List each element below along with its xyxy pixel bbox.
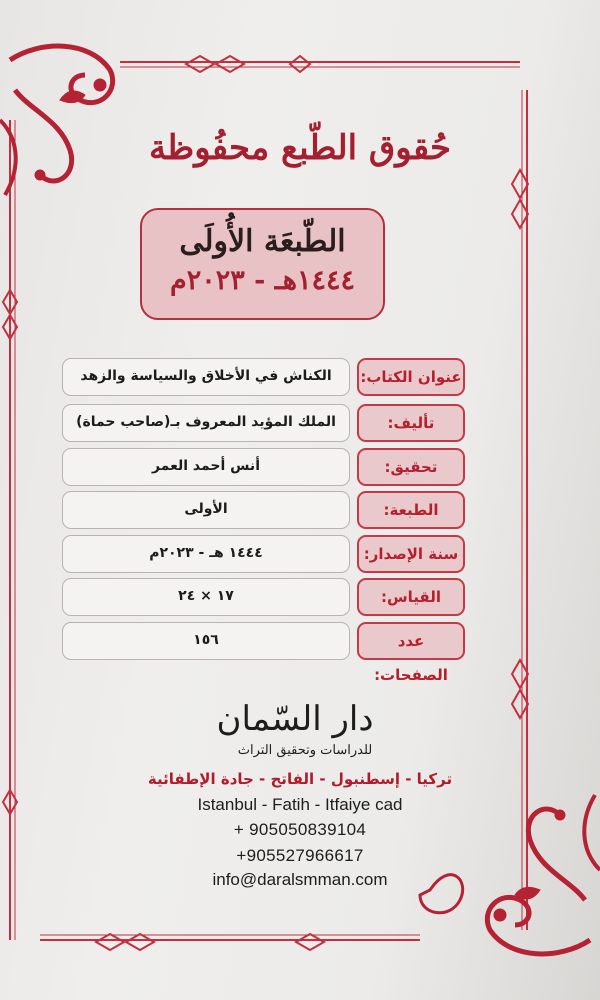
detail-label: تحقيق: [357, 448, 465, 486]
detail-value: الملك المؤيد المعروف بـ(صاحب حماة) [62, 404, 350, 442]
detail-row-editor [62, 448, 465, 486]
detail-value: ١٥٦ [62, 622, 350, 660]
email-address: info@daralsmman.com [212, 870, 388, 889]
detail-value: ١٧ × ٢٤ [62, 578, 350, 616]
detail-label: الطبعة: [357, 491, 465, 529]
detail-value: الكناش في الأخلاق والسياسة والزهد [62, 358, 350, 396]
detail-value: أنس أحمد العمر [62, 448, 350, 486]
detail-value: ١٤٤٤ هـ - ٢٠٢٣م [62, 535, 350, 573]
phone-1: + 905050839104 [233, 820, 367, 839]
detail-row-title [62, 358, 465, 396]
detail-row-pages [62, 622, 465, 684]
publisher-logo [210, 688, 380, 768]
detail-label: تأليف: [357, 404, 465, 442]
detail-label: عنوان الكتاب: [357, 358, 465, 396]
copyright-title: حُقوق الطّبع محفُوظة [148, 128, 452, 168]
detail-row-size [62, 578, 465, 616]
edition-name: الطّبعَة الأُولَى [179, 224, 346, 259]
address-english: Istanbul - Fatih - Itfaiye cad [197, 795, 403, 814]
edition-box [140, 208, 385, 320]
detail-row-year [62, 535, 465, 573]
detail-value: الأولى [62, 491, 350, 529]
logo-tagline: للدراسات وتحقيق التراث [237, 743, 373, 758]
detail-label: عدد الصفحات: [357, 622, 465, 660]
logo-text: دار السّمان [216, 699, 374, 739]
publisher-logo-icon [210, 688, 380, 768]
address-arabic: تركيا - إسطنبول - الفاتح - جادة الإطفائية [147, 770, 453, 788]
detail-row-author [62, 404, 465, 442]
edition-date: ١٤٤٤هـ - ٢٠٢٣م [170, 265, 355, 296]
detail-label: القياس: [357, 578, 465, 616]
detail-row-edition [62, 491, 465, 529]
detail-label: سنة الإصدار: [357, 535, 465, 573]
phone-2: +905527966617 [236, 846, 364, 865]
